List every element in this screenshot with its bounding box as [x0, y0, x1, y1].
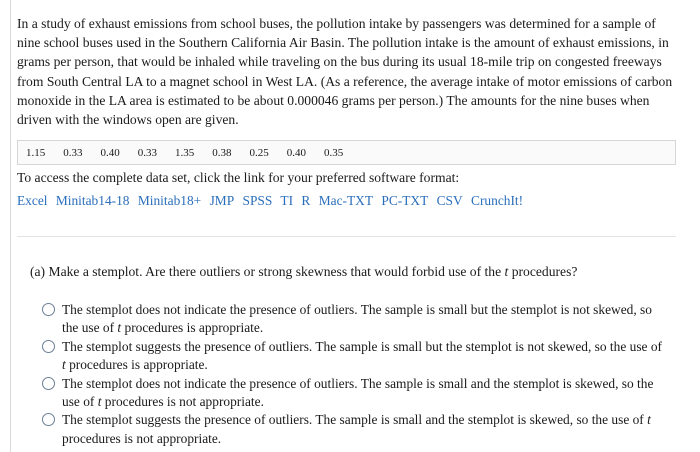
link-minitab18[interactable]: Minitab18+ — [137, 193, 202, 208]
option-text: The stemplot does not indicate the presence of outliers. The sample is small but the stemplot is not skewed, so the use of — [62, 302, 652, 336]
link-spss[interactable]: SPSS — [242, 193, 273, 208]
problem-intro: In a study of exhaust emissions from school buses, the pollution intake by passengers was determined for a sample of nine school buses used in the Southern California Air Basin. The pollution intake is the amount of exhaust emissions, in grams per person, that would be inhaled while traveling on the bus during its usual 18-mile trip on congested freeways from South Central LA to a magnet school in West LA. (As a reference, the average intake of motor emissions of carbon monoxide in the LA area is estimated to be about 0.000046 grams per person.) The amounts for the nine buses when driven with the windows open are given. — [17, 16, 673, 128]
answer-option-1[interactable] — [42, 301, 667, 338]
data-value: 0.40 — [286, 146, 306, 159]
access-instructions: To access the complete data set, click the link for your preferred software format: — [17, 170, 460, 185]
data-value: 1.15 — [26, 146, 46, 159]
option-text: The stemplot suggests the presence of outliers. The sample is small but the stemplot is not skewed, so the use of — [62, 338, 662, 354]
answer-option-4[interactable] — [42, 411, 667, 448]
data-value: 0.35 — [324, 146, 344, 159]
radio-button[interactable] — [42, 377, 55, 390]
option-text-end: procedures is appropriate. — [121, 320, 264, 336]
question-text-end: procedures? — [508, 264, 578, 279]
option-t: t — [117, 320, 122, 336]
question-a — [30, 262, 577, 281]
section-divider — [17, 236, 676, 237]
option-t: t — [97, 394, 102, 410]
data-value: 0.25 — [249, 146, 269, 159]
data-value: 0.33 — [137, 146, 157, 159]
question-t: t — [504, 264, 509, 279]
data-value: 0.38 — [212, 146, 232, 159]
radio-button[interactable] — [42, 303, 55, 316]
link-excel[interactable]: Excel — [17, 193, 48, 208]
link-crunchit[interactable]: CrunchIt! — [471, 193, 524, 208]
link-minitab14-18[interactable]: Minitab14-18 — [55, 193, 130, 208]
radio-button[interactable] — [42, 340, 55, 353]
link-r[interactable]: R — [301, 193, 311, 208]
link-ti[interactable]: TI — [280, 193, 294, 208]
option-text: The stemplot suggests the presence of outliers. The sample is small and the stemplot is skewed, so the use of — [62, 412, 648, 428]
option-t: t — [62, 357, 66, 373]
option-text-end: procedures is not appropriate. — [62, 430, 222, 446]
link-pc-txt[interactable]: PC-TXT — [381, 193, 429, 208]
answer-option-2[interactable] — [42, 338, 667, 375]
software-links — [17, 191, 528, 210]
data-value: 0.40 — [100, 146, 120, 159]
link-mac-txt[interactable]: Mac-TXT — [318, 193, 374, 208]
data-value: 1.35 — [175, 146, 195, 159]
answer-options — [42, 301, 667, 448]
link-jmp[interactable]: JMP — [209, 193, 235, 208]
option-text: The stemplot does not indicate the presence of outliers. The sample is small and the stemplot is skewed, so the use of — [62, 375, 654, 410]
data-values-box — [17, 140, 676, 165]
option-text-end: procedures is not appropriate. — [101, 394, 264, 410]
link-csv[interactable]: CSV — [436, 193, 463, 208]
question-text: (a) Make a stemplot. Are there outliers or strong skewness that would forbid use of the — [30, 264, 505, 279]
radio-button[interactable] — [42, 413, 55, 426]
option-text-end: procedures is appropriate. — [65, 357, 208, 373]
data-value: 0.33 — [63, 146, 83, 159]
answer-option-3[interactable] — [42, 375, 667, 412]
option-t: t — [647, 412, 651, 428]
